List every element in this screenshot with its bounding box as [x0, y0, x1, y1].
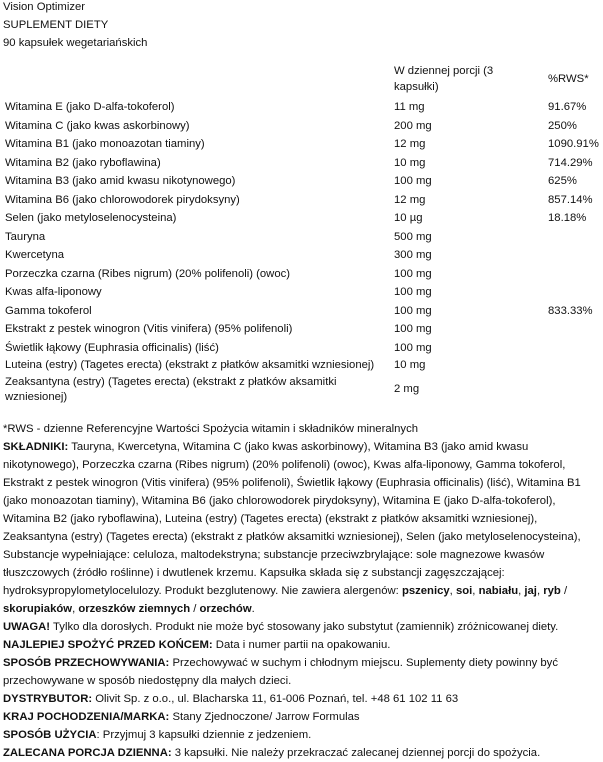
info-section [3, 618, 600, 762]
allergen: pszenicy [401, 584, 450, 597]
ingredient-rws [546, 374, 603, 407]
ingredient-amount: 2 mg [394, 383, 420, 396]
ingredients [3, 438, 600, 618]
ingredient-name: Kwas alfa-liponowy [5, 286, 102, 298]
info-item [3, 618, 600, 636]
ingredient-amount: 100 mg [394, 341, 432, 354]
table-row [3, 339, 603, 358]
allergen-separator: / [190, 602, 200, 615]
table-header-row [3, 64, 603, 98]
ingredients-text: Tauryna, Kwercetyna, Witamina C (jako kwas askorbinowy), Witamina B3 (jako amid kwasu nikotynowego), Porzeczka czarna (Ribes nigrum) (20% polifenoli) (owoc), Kwas alfa-liponowy, Gamma tokoferol, Ekstrakt z pestek winogron (Vitis vinifera) (95% polifenoli), Świetlik łąkowy (Euphrasia officinalis) (liść), Witamina B1 (jako monoazotan tiaminy), Witamina B6 (jako chlorowodorek pirydoksyny), Witamina E (jako D-alfa-tokoferol), Witamina B2 (jako ryboflawina), Luteina (estry) (Tagetes erecta) (ekstrakt z płatków aksamitki wzniesionej), Zeaksantyna (estry) (Tagetes erecta) (ekstrakt z płatków aksamitki wzniesionej), Selen (jako metyloselenocysteina), Substancje wypełniające: celuloza, maltodekstryna; substancje przeciwzbrylające: sole magnezowe kwasów tłuszczowych (źródło roślinne) i dwutlenek krzemu. Kapsułka składa się z substancji zagęszczającej: hydroksypropylometylocelulozy. Produkt bezglutenowy. Nie zawiera alergenów: [3, 440, 581, 597]
ingredient-amount: 12 mg [394, 138, 426, 150]
ingredient-name: Tauryna [5, 230, 46, 243]
ingredient-amount: 10 mg [394, 156, 426, 169]
table-row [3, 98, 603, 117]
info-label: DYSTRYBUTOR: [3, 692, 93, 705]
ingredient-amount: 100 mg [394, 286, 432, 298]
allergen-separator: , [72, 602, 79, 615]
ingredient-rws [546, 320, 603, 339]
ingredient-amount: 300 mg [394, 249, 432, 261]
info-item [3, 708, 600, 726]
table-row [3, 172, 603, 191]
info-item [3, 690, 600, 708]
allergen: orzechów [199, 602, 252, 615]
ingredient-amount: 100 mg [394, 267, 432, 280]
ingredient-name: Ekstrakt z pestek winogron (Vitis vinifera) (95% polifenoli) [5, 323, 293, 335]
allergen-separator: , [518, 584, 525, 597]
ingredient-amount: 100 mg [394, 175, 432, 187]
ingredient-name: Luteina (estry) (Tagetes erecta) (ekstrakt z płatków aksamitki wzniesionej) [5, 358, 375, 371]
product-category: SUPLEMENT DIETY [3, 19, 109, 31]
ingredient-amount: 12 mg [394, 193, 426, 206]
table-row [3, 302, 603, 321]
ingredient-name: Witamina B2 (jako ryboflawina) [5, 156, 161, 169]
table-row [3, 154, 603, 173]
table-row [3, 117, 603, 136]
table-row [3, 135, 603, 154]
ingredient-rws: 18.18% [548, 212, 587, 224]
table-row [3, 320, 603, 339]
ingredients-label: SKŁADNIKI: [3, 440, 69, 453]
info-text: Olivit Sp. z o.o., ul. Blacharska 11, 61-006 Poznań, tel. +48 61 102 11 63 [92, 692, 459, 705]
ingredient-rws [546, 339, 603, 358]
allergen: jaj [524, 584, 537, 597]
info-label: UWAGA! [3, 620, 51, 633]
table-row [3, 357, 603, 374]
table-row [3, 228, 603, 247]
table-row [3, 374, 603, 407]
ingredient-name: Witamina B6 (jako chlorowodorek pirydoksyny) [5, 193, 240, 206]
allergen: ryb [543, 584, 561, 597]
ingredient-amount: 11 mg [394, 101, 425, 113]
table-row [3, 265, 603, 284]
allergen-separator: , [472, 584, 479, 597]
ingredient-rws: 250% [548, 119, 577, 132]
allergen-separator: / [560, 584, 568, 597]
ingredient-rws [546, 283, 603, 302]
info-text: Tylko dla dorosłych. Produkt nie może być stosowany jako substytut (zamiennik) zróżnicowanej diety. [50, 620, 559, 633]
ingredient-rws: 91.67% [548, 101, 587, 113]
ingredient-name: Świetlik łąkowy (Euphrasia officinalis) (liść) [5, 341, 219, 354]
ingredient-name: Zeaksantyna (estry) (Tagetes erecta) (ekstrakt z płatków aksamitki wzniesionej) [5, 375, 337, 403]
ingredient-rws [546, 246, 603, 265]
ingredient-amount: 500 mg [394, 230, 432, 243]
ingredient-rws [546, 357, 603, 374]
column-header-rws: %RWS* [548, 72, 589, 85]
header [3, 0, 600, 52]
info-item [3, 726, 600, 744]
allergen: nabiału [478, 584, 519, 597]
ingredient-rws [546, 265, 603, 284]
info-item [3, 744, 600, 762]
info-label: KRAJ POCHODZENIA/MARKA: [3, 710, 170, 723]
ingredient-amount: 100 mg [394, 323, 432, 335]
ingredient-amount: 100 mg [394, 304, 432, 317]
column-header-name [3, 64, 392, 98]
info-item [3, 654, 600, 690]
ingredient-name: Witamina E (jako D-alfa-tokoferol) [5, 101, 175, 113]
package-info: 90 kapsułek wegetariańskich [3, 37, 148, 49]
ingredient-rws: 625% [548, 175, 577, 187]
table-row [3, 283, 603, 302]
ingredient-name: Porzeczka czarna (Ribes nigrum) (20% polifenoli) (owoc) [5, 267, 291, 280]
table-row [3, 191, 603, 210]
ingredient-name: Gamma tokoferol [5, 304, 92, 317]
ingredient-rws: 857.14% [548, 193, 593, 206]
ingredient-amount: 10 mg [394, 358, 426, 371]
ingredient-name: Witamina C (jako kwas askorbinowy) [5, 119, 190, 132]
column-header-amount: W dziennej porcji (3 kapsułki) [394, 65, 494, 93]
product-name: Vision Optimizer [3, 1, 86, 13]
allergen-separator: . [251, 602, 255, 615]
allergen: soi [455, 584, 473, 597]
info-text: 3 kapsułki. Nie należy przekraczać zalecanej dziennej porcji do spożycia. [171, 746, 541, 759]
ingredient-name: Witamina B1 (jako monoazotan tiaminy) [5, 138, 205, 150]
info-text: : Przyjmuj 3 kapsułki dziennie z jedzeniem. [96, 728, 312, 741]
table-row [3, 209, 603, 228]
allergen-separator: , [536, 584, 544, 597]
allergen-separator: , [449, 584, 456, 597]
info-label: SPOSÓB UŻYCIA [3, 728, 97, 741]
nutrition-table [3, 64, 603, 407]
info-text: Data i numer partii na opakowaniu. [212, 638, 391, 651]
ingredient-rws [546, 228, 603, 247]
ingredient-name: Selen (jako metyloselenocysteina) [5, 212, 177, 224]
info-label: ZALECANA PORCJA DZIENNA: [3, 746, 172, 759]
rws-footnote: *RWS - dzienne Referencyjne Wartości Spożycia witamin i składników mineralnych [3, 422, 419, 435]
ingredient-name: Witamina B3 (jako amid kwasu nikotynowego) [5, 175, 236, 187]
allergen: skorupiaków [3, 602, 73, 615]
ingredient-name: Kwercetyna [5, 249, 65, 261]
ingredient-rws: 833.33% [548, 304, 593, 317]
ingredient-rws: 714.29% [548, 156, 593, 169]
ingredient-amount: 200 mg [394, 119, 432, 132]
info-label: NAJLEPIEJ SPOŻYĆ PRZED KOŃCEM: [3, 638, 213, 651]
info-text: Stany Zjednoczone/ Jarrow Formulas [169, 710, 360, 723]
ingredient-amount: 10 µg [394, 212, 423, 224]
ingredient-rws: 1090.91% [548, 138, 599, 150]
allergen: orzeszków ziemnych [78, 602, 191, 615]
info-item [3, 636, 600, 654]
table-row [3, 246, 603, 265]
info-text: Przechowywać w suchym i chłodnym miejscu. Suplementy diety powinny być przechowywane w sposób niedostępny dla małych dzieci. [3, 656, 558, 687]
info-label: SPOSÓB PRZECHOWYWANIA: [3, 656, 170, 669]
